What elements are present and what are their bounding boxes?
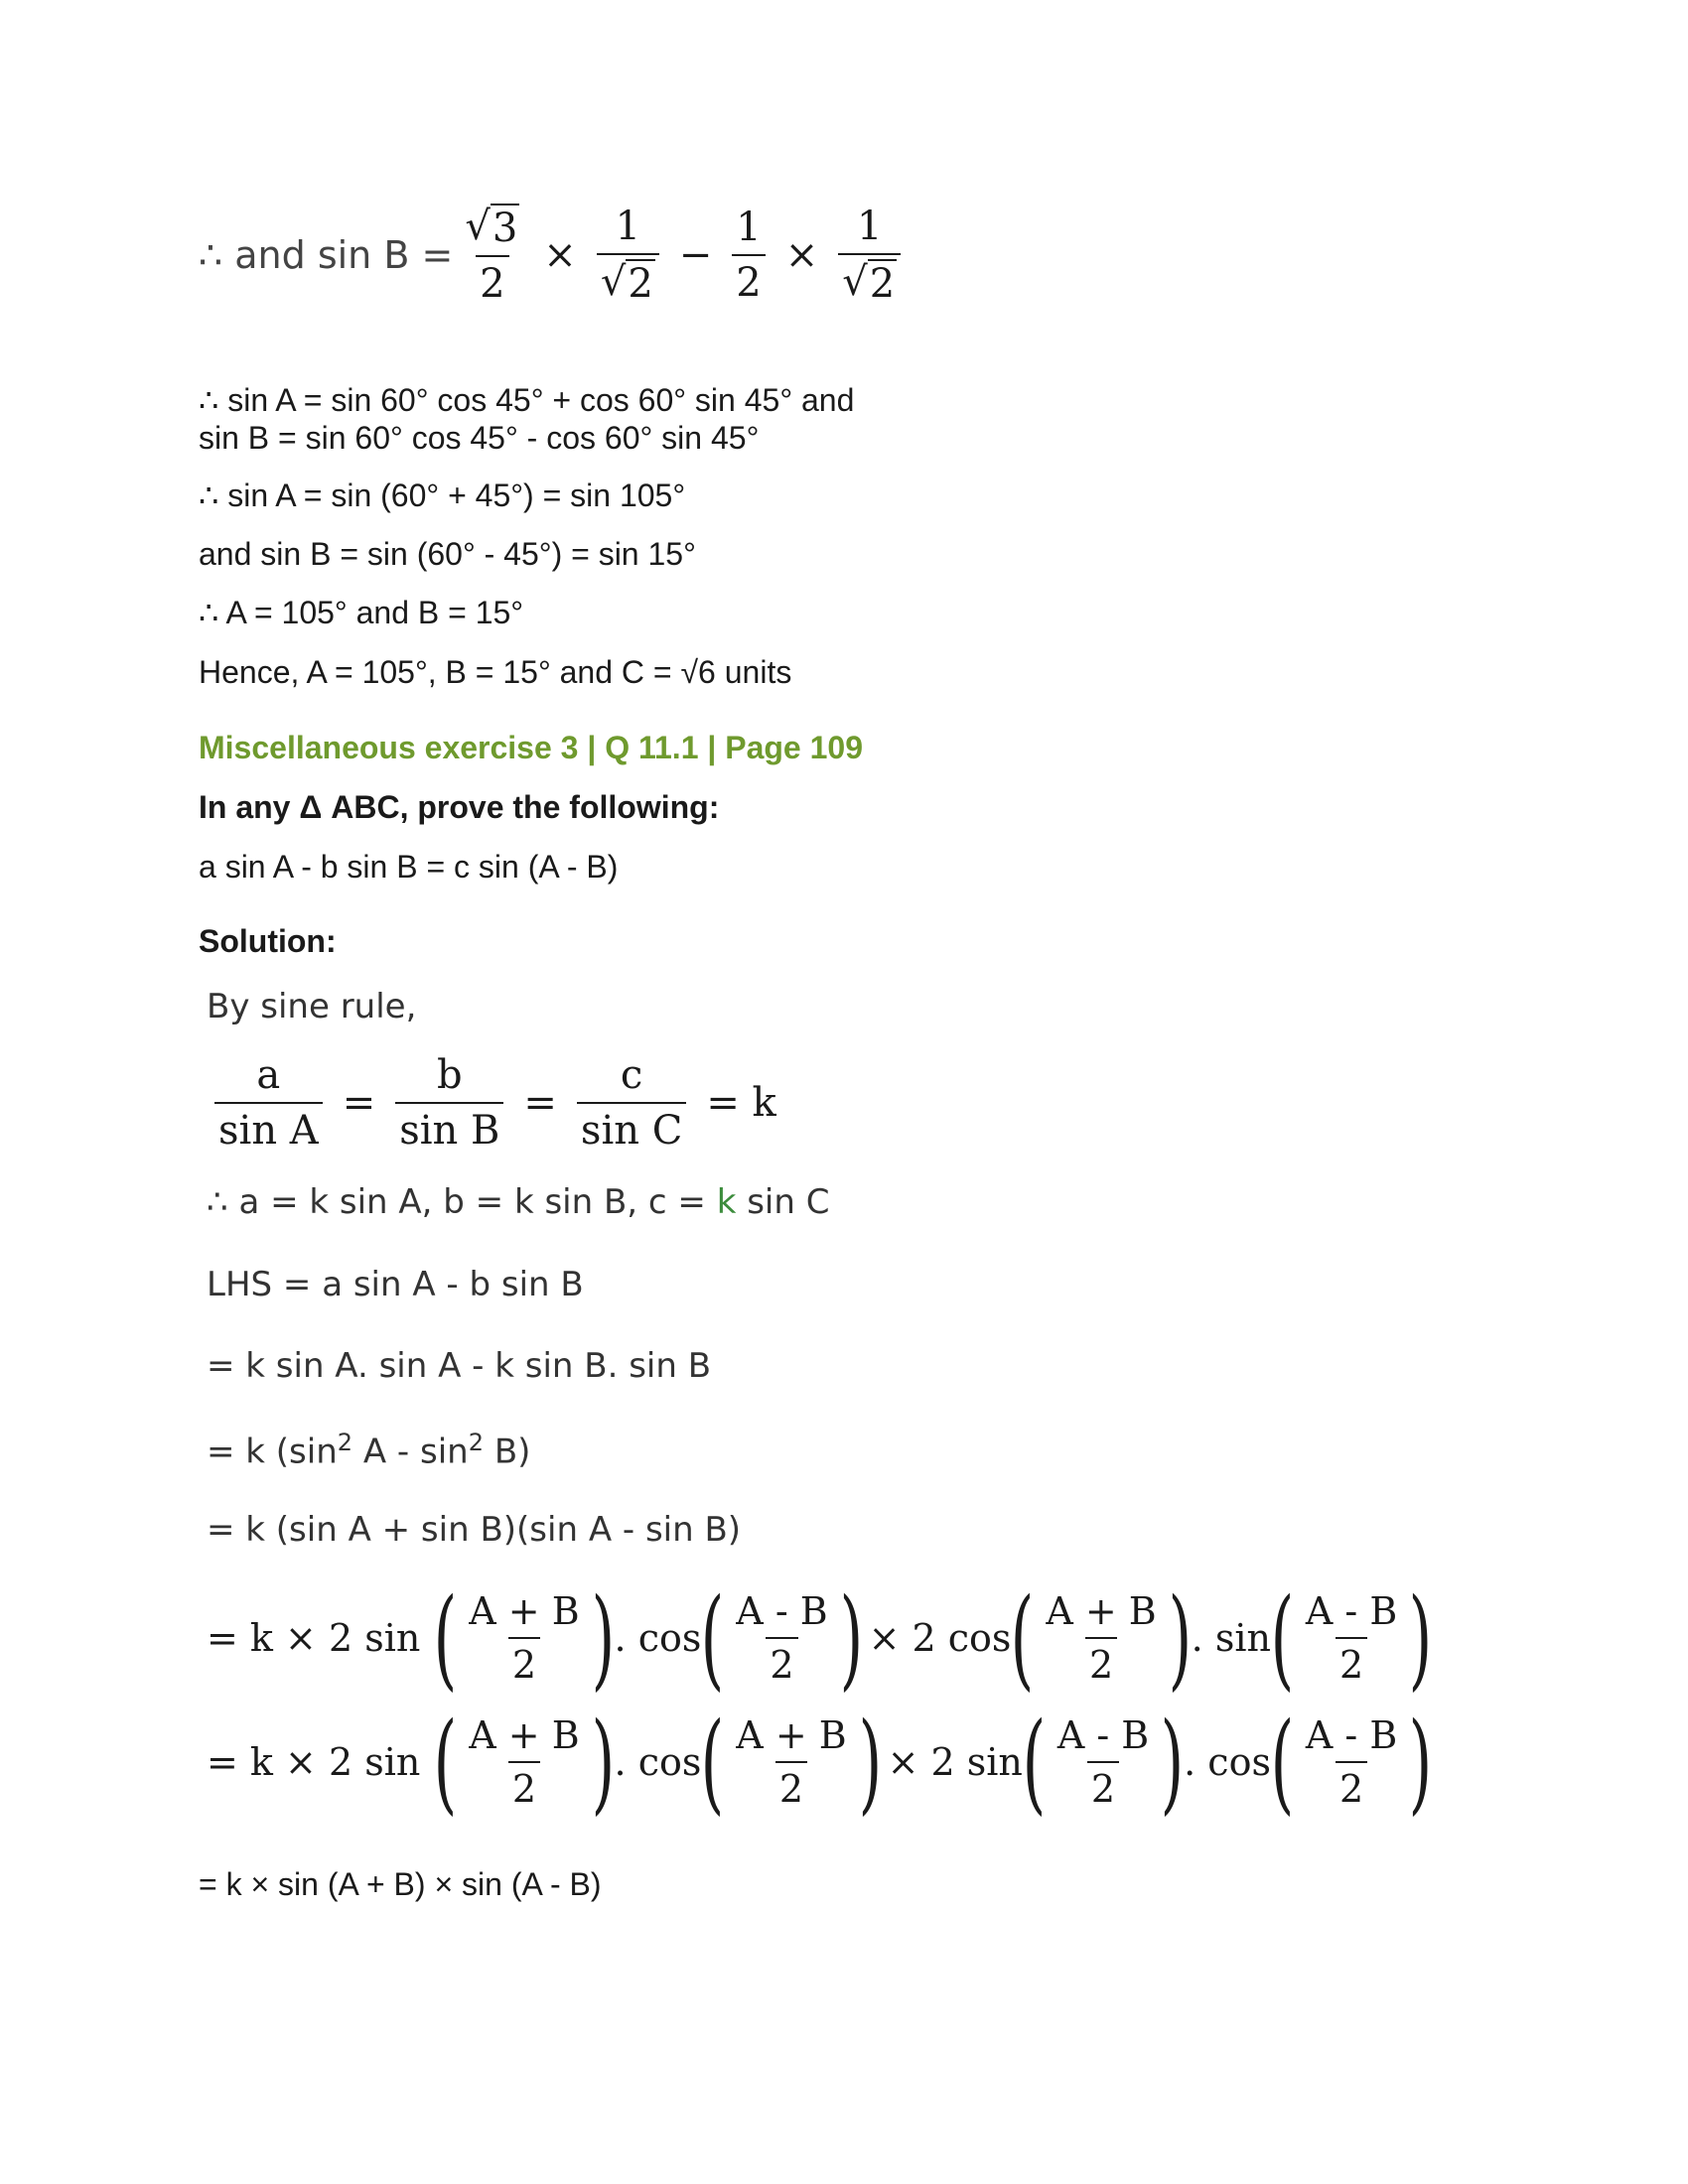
question-prompt: In any Δ ABC, prove the following: <box>199 789 720 825</box>
solution-line: = k ($\sin^2$ A - $\sin^2 B$) <box>207 1429 531 1472</box>
expansion-line-1: = k × 2 sin ( $\frac{A + B}{2}$ ) . cos ( $\frac{A - B}{2}$ ) × 2 cos ( $\frac{A + B}{2}$ ) . sin ( $\frac{A - B}{2}$ ) <box>207 1574 1433 1702</box>
fraction-1-over-root2: 1 √ 2 <box>597 204 659 307</box>
sine-rule-equation: $\frac{a}{\text{sin A}}$ = $\frac{b}{\text{sin B}}$ = $\frac{c}{\text{sin C}}$ = k <box>207 1052 788 1154</box>
solution-label: Solution: <box>199 923 337 959</box>
text-line: ∴ A = 105° and B = 15° <box>199 595 524 630</box>
solution-line: = k (sin A + sin B)(sin A - sin B) <box>207 1510 742 1550</box>
text-line: and sin B = sin (60° - 45°) = sin 15° <box>199 536 696 572</box>
expansion-line-2: = k × 2 sin ( $\frac{A + B}{2}$ ) . cos ( $\frac{A + B}{2}$ ) × 2 sin ( $\frac{A - B}{2}$ ) . cos ( $\frac{A - B}{2}$ ) <box>207 1699 1433 1826</box>
fraction-1-over-root2-b: 1 √ 2 <box>838 204 901 307</box>
text-line: sin B = sin 60° cos 45° - cos 60° sin 45° <box>199 420 760 456</box>
text-line: ∴ sin A = sin 60° cos 45° + cos 60° sin 45° and <box>199 382 855 418</box>
question-statement: a sin A - b sin B = c sin (A - B) <box>199 849 619 885</box>
question-heading: Miscellaneous exercise 3 | Q 11.1 | Page 109 <box>199 730 863 765</box>
solution-line: By sine rule, <box>207 987 417 1026</box>
fraction-1-over-2: $\frac{1}{2}$ <box>732 205 765 306</box>
solution-line: LHS = a sin A - b sin B <box>207 1265 584 1304</box>
fraction-root3-over-2: √ 3 2 <box>465 204 518 307</box>
equation-sinB-fraction: ∴ and sin B = √ 3 2 × 1 √ 2 − $\frac{1}{2}$ × 1 √ 2 <box>199 204 909 307</box>
solution-final-line: = k × sin (A + B) × sin (A - B) <box>199 1866 602 1902</box>
solution-line: = k sin A. sin A - k sin B. sin B <box>207 1346 712 1386</box>
text-line: ∴ sin A = sin (60° + 45°) = sin 105° <box>199 478 686 513</box>
solution-line: ∴ a = k sin A, b = k sin B, c = k sin C <box>207 1182 830 1222</box>
text-line: Hence, A = 105°, B = 15° and C = √6 units <box>199 654 792 690</box>
equation-lead: ∴ and sin B = <box>199 233 454 277</box>
